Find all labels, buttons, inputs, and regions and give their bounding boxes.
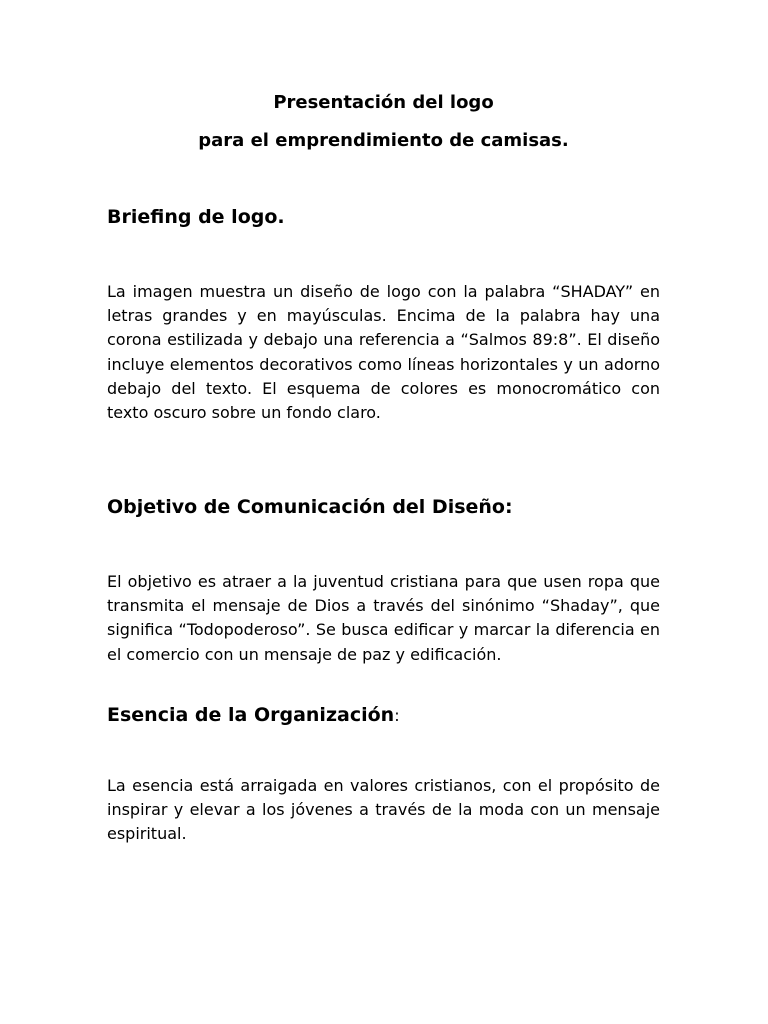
section-heading-text: Objetivo de Comunicación del Diseño: bbox=[107, 496, 513, 518]
section-body-esencia: La esencia está arraigada en valores cristianos, con el propósito de inspirar y elevar a los jóvenes a través de la moda con un mensaje espiritual. bbox=[107, 776, 660, 844]
section-heading-objetivo bbox=[107, 494, 660, 521]
section-heading-briefing bbox=[107, 204, 660, 231]
section-body-objetivo: El objetivo es atraer a la juventud cristiana para que usen ropa que transmita el mensaje de Dios a través del sinónimo “Shaday”, que significa “Todopoderoso”. Se busca edificar y marcar la diferencia en el comercio con un mensaje de paz y edificación. bbox=[107, 572, 660, 664]
section-body-briefing: La imagen muestra un diseño de logo con la palabra “SHADAY” en letras grandes y en mayúsculas. Encima de la palabra hay una corona estilizada y debajo una referencia a “Salmos 89:8”. El diseño incluye elementos decorativos como líneas horizontales y un adorno debajo del texto. El esquema de colores es monocromático con texto oscuro sobre un fondo claro. bbox=[107, 282, 660, 423]
document-title: Presentación del logo bbox=[273, 92, 494, 113]
section-heading-suffix: : bbox=[394, 706, 400, 725]
section-heading-text: Esencia de la Organización bbox=[107, 704, 395, 726]
section-heading-text: Briefing de logo. bbox=[107, 206, 285, 228]
document-subtitle: para el emprendimiento de camisas. bbox=[198, 130, 569, 151]
section-heading-esencia bbox=[107, 702, 660, 729]
